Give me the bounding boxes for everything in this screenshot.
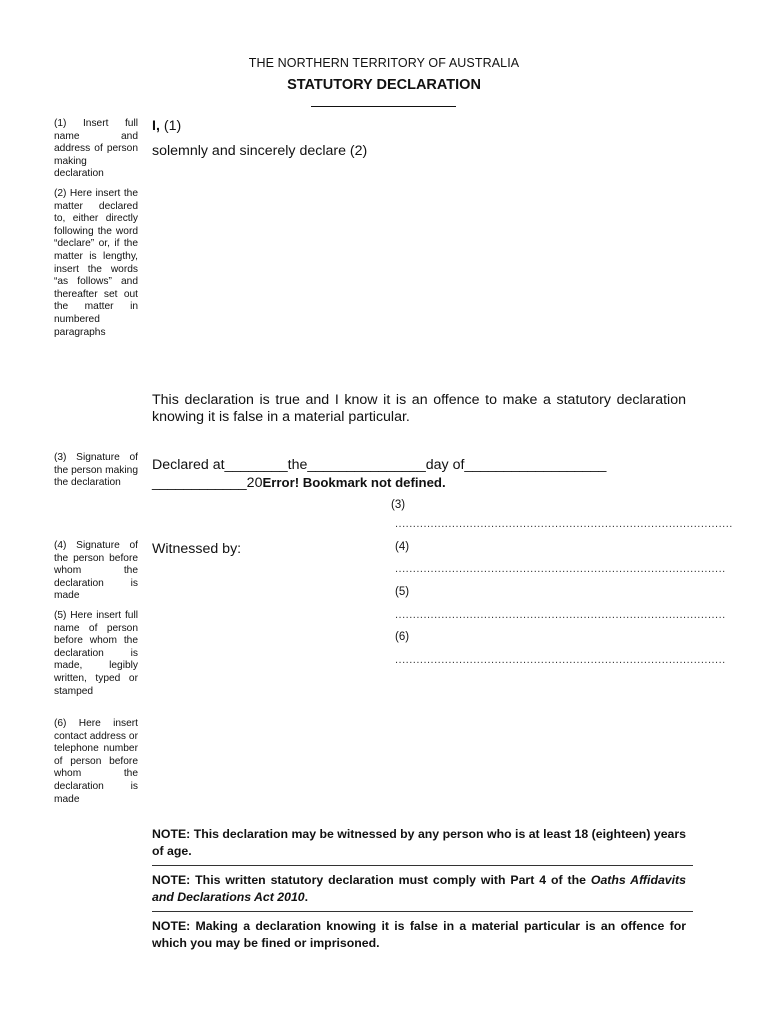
side-note-6: (6) Here insert contact address or telephone number of person before whom the declaration is made xyxy=(54,718,138,805)
jurisdiction-heading: THE NORTHERN TERRITORY OF AUSTRALIA xyxy=(248,56,520,70)
year-prefix: ____________20 xyxy=(152,475,263,491)
side-note-5: (5) Here insert full name of person before whom the declaration is made, legibly written, typed or stamped xyxy=(54,610,138,697)
signature-line-declarant: ............................................................................................... xyxy=(395,518,733,530)
bookmark-error: Error! Bookmark not defined. xyxy=(262,475,446,490)
title-underline xyxy=(311,106,456,107)
note2-prefix: NOTE: This written statutory declaration must comply with Part 4 of the xyxy=(152,873,591,887)
ref-4: (4) xyxy=(395,541,410,553)
note-offence: NOTE: Making a declaration knowing it is false in a material particular is an offence for which you may be fined or imprisoned. xyxy=(152,919,686,950)
note-compliance xyxy=(152,872,686,906)
side-note-4: (4) Signature of the person before whom the declaration is made xyxy=(54,540,138,602)
i-label: I, xyxy=(152,118,160,134)
note-witness-age: NOTE: This declaration may be witnessed by any person who is at least 18 (eighteen) years of age. xyxy=(152,827,686,858)
ref-6: (6) xyxy=(395,631,410,643)
side-note-3: (3) Signature of the person making the declaration xyxy=(54,452,138,489)
signature-line-witness: ............................................................................................. xyxy=(395,563,726,575)
declared-at-line: Declared at________the_______________day of__________________ xyxy=(152,457,607,473)
year-line xyxy=(152,474,446,492)
side-note-1: (1) Insert full name and address of person making declaration xyxy=(54,118,138,180)
ref-1: (1) xyxy=(163,118,182,134)
witness-name-line: ............................................................................................. xyxy=(395,609,726,621)
solemnly-declare-text: solemnly and sincerely declare (2) xyxy=(152,143,368,159)
document-title: STATUTORY DECLARATION xyxy=(287,77,481,93)
witness-contact-line: ............................................................................................. xyxy=(395,654,726,666)
ref-5: (5) xyxy=(395,586,410,598)
witnessed-by-label: Witnessed by: xyxy=(152,541,242,557)
side-note-2: (2) Here insert the matter declared to, either directly following the word “declare” or, if the matter is lengthy, insert the words “as follows” and thereafter set out the matter in numbered paragraphs xyxy=(54,188,138,338)
note-divider-1 xyxy=(152,865,693,866)
note-divider-2 xyxy=(152,911,693,912)
ref-3: (3) xyxy=(391,499,406,511)
act-title: Oaths Affidavits and Declarations Act 2010 xyxy=(152,873,686,904)
truth-statement: This declaration is true and I know it is an offence to make a statutory declaration knowing it is false in a material particular. xyxy=(152,392,686,425)
declarant-line xyxy=(152,118,181,135)
note2-suffix: . xyxy=(304,890,309,904)
